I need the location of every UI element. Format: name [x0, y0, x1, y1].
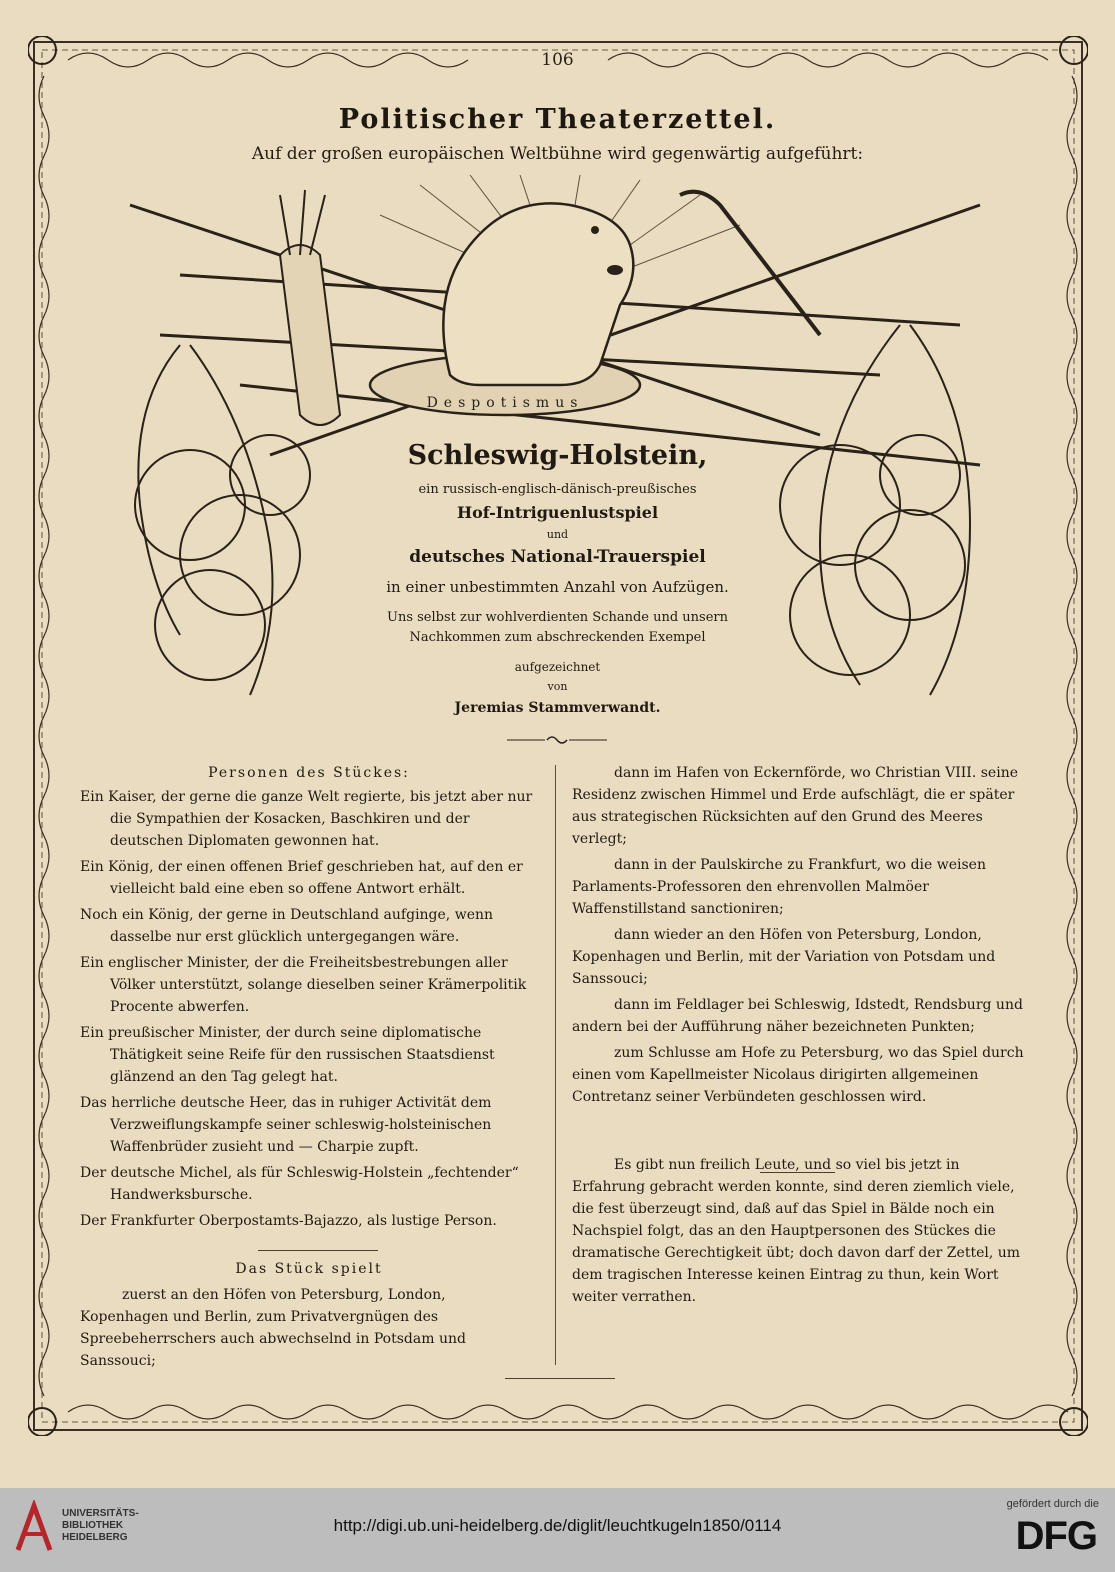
playbill-line-6: Uns selbst zur wohlverdienten Schande und unsern	[386, 610, 728, 625]
left-column	[80, 762, 538, 1376]
venue-paragraph: dann im Hafen von Eckernförde, wo Christian VIII. seine Residenz zwischen Himmel und Erde aufschlägt, die er später aus strategischen Rücksichten auf den Grund des Meeres verlegt;	[572, 765, 1018, 847]
person-entry: Das herrliche deutsche Heer, das in ruhiger Activität dem Verzweiflungskampfe seiner schleswig-holsteinischen Waffenbrüder zusieht und — Charpie zupft.	[80, 1095, 492, 1155]
venue-paragraph: dann wieder an den Höfen von Petersburg, London, Kopenhagen und Berlin, mit der Variation von Potsdam und Sanssouci;	[572, 927, 996, 987]
play-title: Schleswig-Holstein,	[407, 440, 708, 471]
playbill-line-1: ein russisch-englisch-dänisch-preußisches	[418, 482, 697, 497]
dfg-logo: DFG	[1015, 1514, 1097, 1558]
playbill-line-7: Nachkommen zum abschreckenden Exempel	[409, 630, 706, 645]
venue-paragraph: dann in der Paulskirche zu Frankfurt, wo die weisen Parlaments-Professoren den ehrenvollen Malmöer Waffenstillstand sanctioniren;	[572, 857, 986, 917]
library-name: UNIVERSITÄTS- BIBLIOTHEK HEIDELBERG	[62, 1508, 139, 1543]
person-entry: Ein englischer Minister, der die Freiheitsbestrebungen aller Völker unterstützt, solange dieselben seiner Krämerpolitik Procente abwerfen.	[80, 955, 527, 1015]
column-divider	[555, 765, 556, 1365]
person-entry: Noch ein König, der gerne in Deutschland aufginge, wenn dasselbe nur erst glücklich untergegangen wäre.	[80, 907, 494, 945]
person-entry: Ein König, der einen offenen Brief geschrieben hat, auf den er vielleicht bald eine eben so offene Antwort erhält.	[80, 859, 523, 897]
stueck-spielt-text: zuerst an den Höfen von Petersburg, London, Kopenhagen und Berlin, zum Privatvergnügen des Spreebeherrschers auch abwechselnd in Potsdam und Sanssouci;	[80, 1287, 466, 1369]
persons-heading: Personen des Stückes:	[208, 765, 410, 781]
playbill-line-5: in einer unbestimmten Anzahl von Aufzügen.	[386, 578, 729, 596]
playbill-line-4: deutsches National-Trauerspiel	[409, 547, 706, 567]
venue-paragraph: dann im Feldlager bei Schleswig, Idstedt, Rendsburg und andern bei der Aufführung näher bezeichneten Punkten;	[572, 997, 1023, 1035]
right-column	[572, 762, 1030, 1312]
person-entry: Der Frankfurter Oberpostamts-Bajazzo, als lustige Person.	[80, 1213, 497, 1229]
playbill-line-2: Hof-Intriguenlustspiel	[456, 503, 659, 522]
bottom-rule	[505, 1378, 615, 1379]
funded-by-label: gefördert durch die	[1006, 1498, 1099, 1510]
page-title: Politischer Theaterzettel.	[338, 104, 777, 135]
playbill-line-8: aufgezeichnet	[514, 660, 601, 674]
person-entry: Ein Kaiser, der gerne die ganze Welt regierte, bis jetzt aber nur die Sympathien der Kosacken, Baschkiren und der deutschen Diplomaten gewonnen hat.	[80, 789, 533, 849]
left-rule	[258, 1250, 378, 1251]
playbill-line-3: und	[546, 528, 569, 541]
playbill-author: Jeremias Stammverwandt.	[454, 700, 661, 716]
ornament-divider-icon	[507, 734, 607, 746]
page-number: 106	[541, 50, 574, 70]
page-subtitle: Auf der großen europäischen Weltbühne wird gegenwärtig aufgeführt:	[251, 144, 864, 164]
stueck-spielt-heading: Das Stück spielt	[235, 1261, 383, 1277]
closing-paragraph: Es gibt nun freilich Leute, und so viel bis jetzt in Erfahrung gebracht werden konnte, sind deren ziemlich viele, die fest überzeugt sind, daß auf das Spiel in Bälde noch ein Nachspiel folgt, das an den Hauptpersonen des Stückes die dramatische Gerechtigkeit übt; doch davon darf der Zettel, um dem tragischen Interesse keinen Eintrag zu thun, kein Wort weiter verrathen.	[572, 1157, 1021, 1305]
person-entry: Ein preußischer Minister, der durch seine diplomatische Thätigkeit seine Reife für den russischen Staatsdienst glänzend an den Tag gelegt hat.	[80, 1025, 495, 1085]
shield-text: Despotismus	[426, 395, 584, 411]
source-url-link[interactable]: http://digi.ub.uni-heidelberg.de/diglit/leuchtkugeln1850/0114	[333, 1516, 782, 1535]
venue-paragraph: zum Schlusse am Hofe zu Petersburg, wo das Spiel durch einen vom Kapellmeister Nicolaus dirigirten allgemeinen Contretanz seiner Verbündeten geschlossen wird.	[572, 1045, 1024, 1105]
playbill-line-9: von	[547, 680, 568, 693]
footer-bar	[0, 1488, 1115, 1572]
person-entry: Der deutsche Michel, als für Schleswig-Holstein „fechtender“ Handwerksbursche.	[80, 1165, 519, 1203]
